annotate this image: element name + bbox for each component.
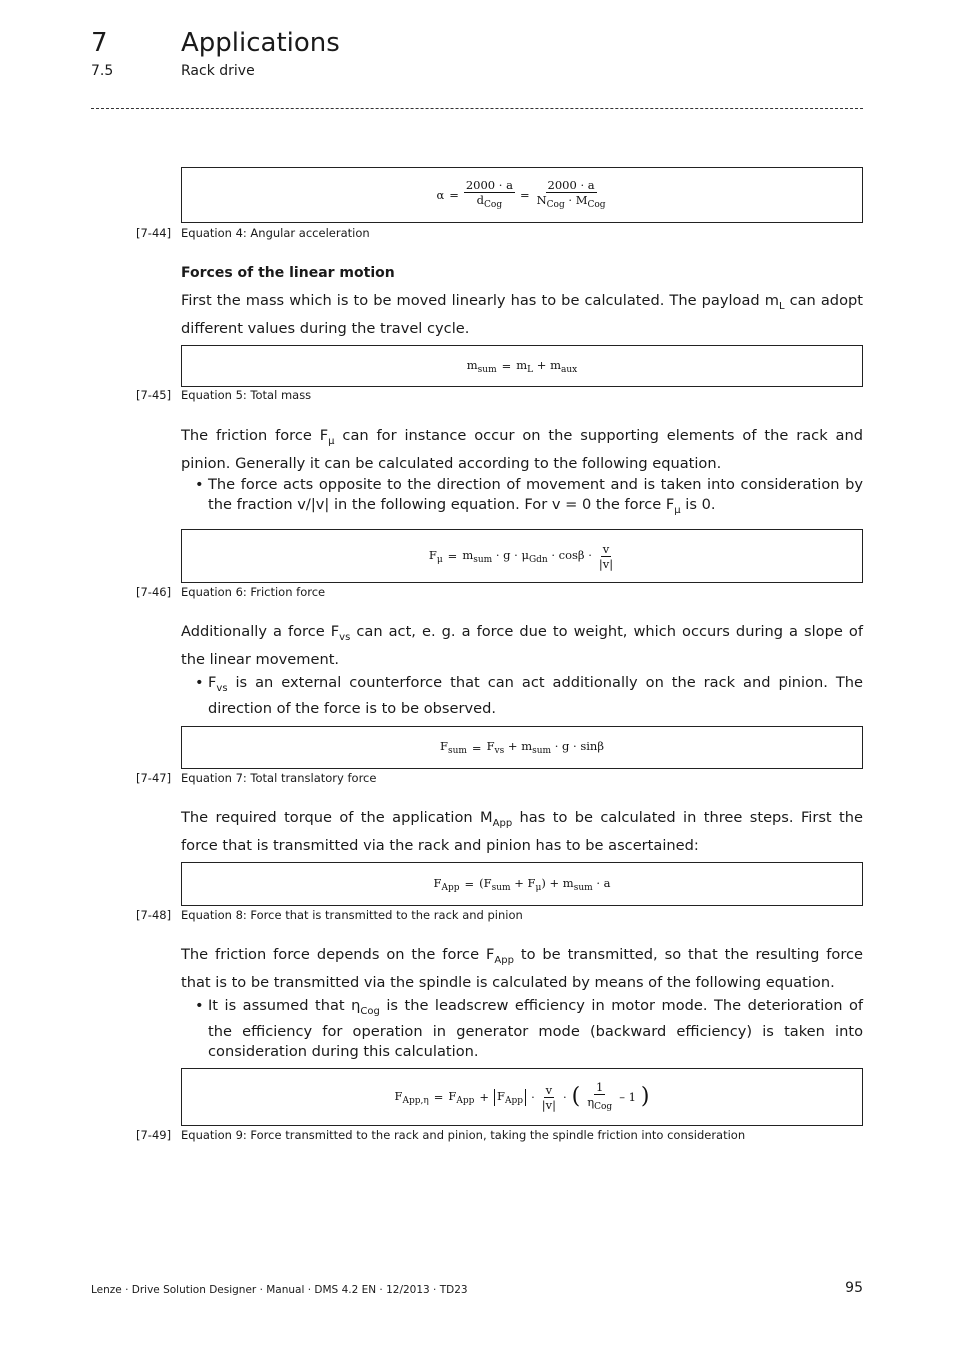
equation-total-mass: $m_{sum}$ = $m_L + m_{aux}$ xyxy=(466,357,578,375)
paragraph: First the mass which is to be moved linearly has to be calculated. The payload $m_L$ can adopt different values during the travel cycle. xyxy=(181,292,863,337)
eq-numerator: 2000 · a xyxy=(547,178,595,192)
equation-caption: Equation 4: Angular acceleration xyxy=(181,226,370,240)
subheading: Forces of the linear motion xyxy=(181,265,395,281)
chapter-number: 7 xyxy=(91,28,108,58)
equation-box-force-with-spindle-friction xyxy=(181,1068,863,1126)
equation-box-total-mass xyxy=(181,345,863,387)
chapter-title: Applications xyxy=(181,28,340,58)
page-number: 95 xyxy=(845,1280,863,1296)
eq-symbol: α xyxy=(436,188,445,202)
bullet-item: $F_{vs}$ is an external counterforce that can act additionally on the rack and pinion. The direction of the force is to be observed. xyxy=(208,674,863,717)
header-divider xyxy=(91,108,863,109)
paragraph: The required torque of the application $M_{App}$ has to be calculated in three steps. First the force that is transmitted via the rack and pinion has to be ascertained: xyxy=(181,809,863,854)
equation-angular-acceleration xyxy=(436,178,607,212)
paragraph: Additionally a force $F_{vs}$ can act, e. g. a force due to weight, which occurs during a slope of the linear movement. xyxy=(181,623,863,668)
equation-caption: Equation 8: Force that is transmitted to the rack and pinion xyxy=(181,908,523,922)
equation-total-translatory-force: $F_{sum}$ = $F_{vs} + m_{sum} \cdot g \cdot \sin\beta$ xyxy=(439,739,604,756)
equation-id: [7-44] xyxy=(136,226,172,240)
eq-denominator: $N_{Cog} \cdot M_{Cog}$ xyxy=(536,193,606,210)
paragraph: The friction force depends on the force $F_{App}$ to be transmitted, so that the resulting force that is to be transmitted via the spindle is calculated by means of the following equation. xyxy=(181,946,864,991)
equation-id: [7-46] xyxy=(136,585,172,599)
eq-symbol: = xyxy=(449,188,459,202)
equation-id: [7-49] xyxy=(136,1128,172,1142)
footer-doc-info: Lenze · Drive Solution Designer · Manual · DMS 4.2 EN · 12/2013 · TD23 xyxy=(91,1284,468,1296)
paragraph: The friction force $F_\mu$ can for instance occur on the supporting elements of the rack and pinion. Generally it can be calculated according to the following equation. xyxy=(181,427,864,472)
section-number: 7.5 xyxy=(91,63,114,79)
equation-force-transmitted: $F_{App}$ = $(F_{sum} + F_\mu) + m_{sum} \cdot a$ xyxy=(433,875,611,893)
eq-fraction xyxy=(535,178,608,212)
bullet-item: It is assumed that $\eta_{Cog}$ is the leadscrew efficiency in motor mode. The deterioration of the efficiency for operation in generator mode (backward efficiency) is taken into consideration during this calculation. xyxy=(208,997,864,1060)
equation-box-angular-acceleration xyxy=(181,167,863,223)
equation-box-force-transmitted xyxy=(181,862,863,906)
bullet-marker: • xyxy=(195,997,204,1014)
bullet-item: The force acts opposite to the direction of movement and is taken into consideration by the fraction v/|v| in the following equation. For v = 0 the force $F_\mu$ is 0. xyxy=(208,476,863,516)
equation-caption: Equation 9: Force transmitted to the rack and pinion, taking the spindle friction into consideration xyxy=(181,1128,746,1142)
eq-numerator: 2000 · a xyxy=(465,178,513,192)
eq-fraction xyxy=(464,178,515,212)
equation-friction-force: $F_\mu$ = $m_{sum} \cdot g \cdot \mu_{Gdn} \cdot \cos\beta$ · $\frac{v}{|v|}$ xyxy=(428,541,614,571)
equation-force-with-spindle-friction: $F_{App,\eta}$ = $F_{App}$ + $F_{App}$ · $\frac{v}{|v|}$ · ( $\frac{1}{\eta_{Cog}}$ – 1 ) xyxy=(394,1080,650,1112)
equation-id: [7-47] xyxy=(136,771,172,785)
eq-symbol: = xyxy=(519,188,530,202)
eq-denominator: $d_{Cog}$ xyxy=(476,193,503,210)
section-title: Rack drive xyxy=(181,63,255,79)
equation-id: [7-45] xyxy=(136,388,172,402)
equation-box-friction-force xyxy=(181,529,863,583)
bullet-marker: • xyxy=(195,476,204,493)
equation-caption: Equation 7: Total translatory force xyxy=(181,771,377,785)
equation-caption: Equation 6: Friction force xyxy=(181,585,326,599)
equation-id: [7-48] xyxy=(136,908,172,922)
bullet-marker: • xyxy=(195,674,204,691)
equation-caption: Equation 5: Total mass xyxy=(181,388,312,402)
equation-box-total-translatory-force xyxy=(181,726,863,769)
